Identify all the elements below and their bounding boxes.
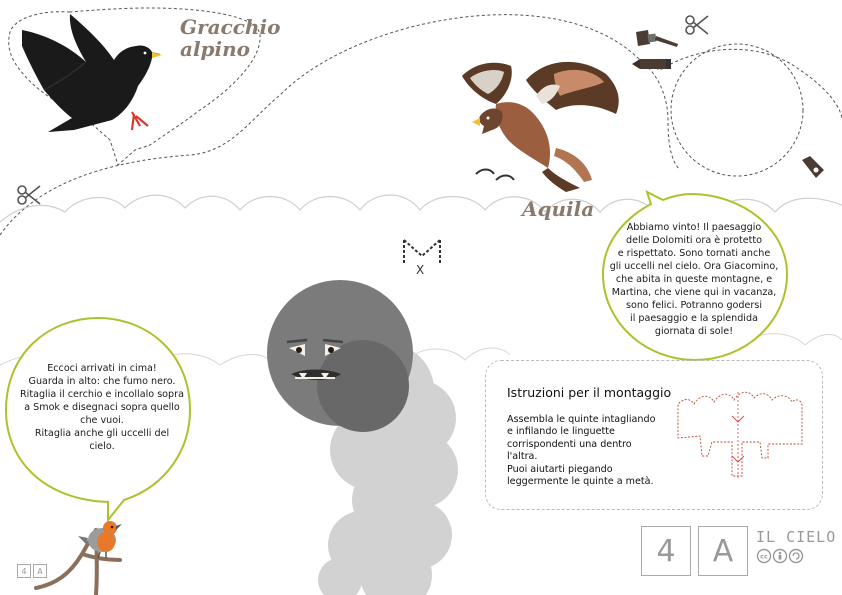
instructions-body: Assembla le quinte intagliando e infilando le linguette corrispondenti una dentro l'altra. Puoi aiutarti piegando leggermente le quinte a metà. — [507, 414, 656, 488]
page-marker-number: 4 — [17, 564, 31, 578]
left-bubble-text: Eccoci arrivati in cima! Guarda in alto: che fumo nero. Ritaglia il cerchio e incollalo sopra a Smok e disegnaci sopra quello che vuoi. Ritaglia anche gli uccelli del cielo. — [20, 363, 184, 452]
aquila-bird — [456, 56, 624, 196]
glue-tag-icon — [800, 154, 826, 184]
brush-icon — [634, 26, 680, 58]
chapter-title: IL CIELO — [756, 528, 837, 546]
scissors-icon — [16, 182, 42, 212]
svg-text:cc: cc — [760, 552, 768, 561]
pencil-icon — [630, 56, 672, 75]
chapter-letter-box: A — [698, 526, 748, 576]
smok-smoke-ball — [265, 278, 415, 428]
cc-license-icon — [756, 548, 804, 564]
assembly-diagram — [672, 386, 806, 482]
gracchio-alpino-bird — [14, 12, 164, 137]
robin-on-branch — [36, 514, 156, 595]
aquila-label: Aquila — [522, 197, 595, 221]
fold-marker-label: X — [416, 263, 425, 277]
page-marker-letter: A — [33, 564, 47, 578]
chapter-number-box: 4 — [641, 526, 691, 576]
instructions-title: Istruzioni per il montaggio — [507, 385, 672, 400]
right-bubble-text: Abbiamo vinto! Il paesaggio delle Dolomiti ora è protetto e rispettato. Sono tornati anche gli uccelli nel cielo. Ora Giacomino, che abita in queste montagne, e Martina, che viene qui in vacanza, sono felici. Potranno godersi il paesaggio e la splendida giornata di sole! — [609, 222, 779, 337]
scissors-icon — [684, 12, 710, 42]
gracchio-alpino-label: Gracchio alpino — [180, 15, 281, 61]
